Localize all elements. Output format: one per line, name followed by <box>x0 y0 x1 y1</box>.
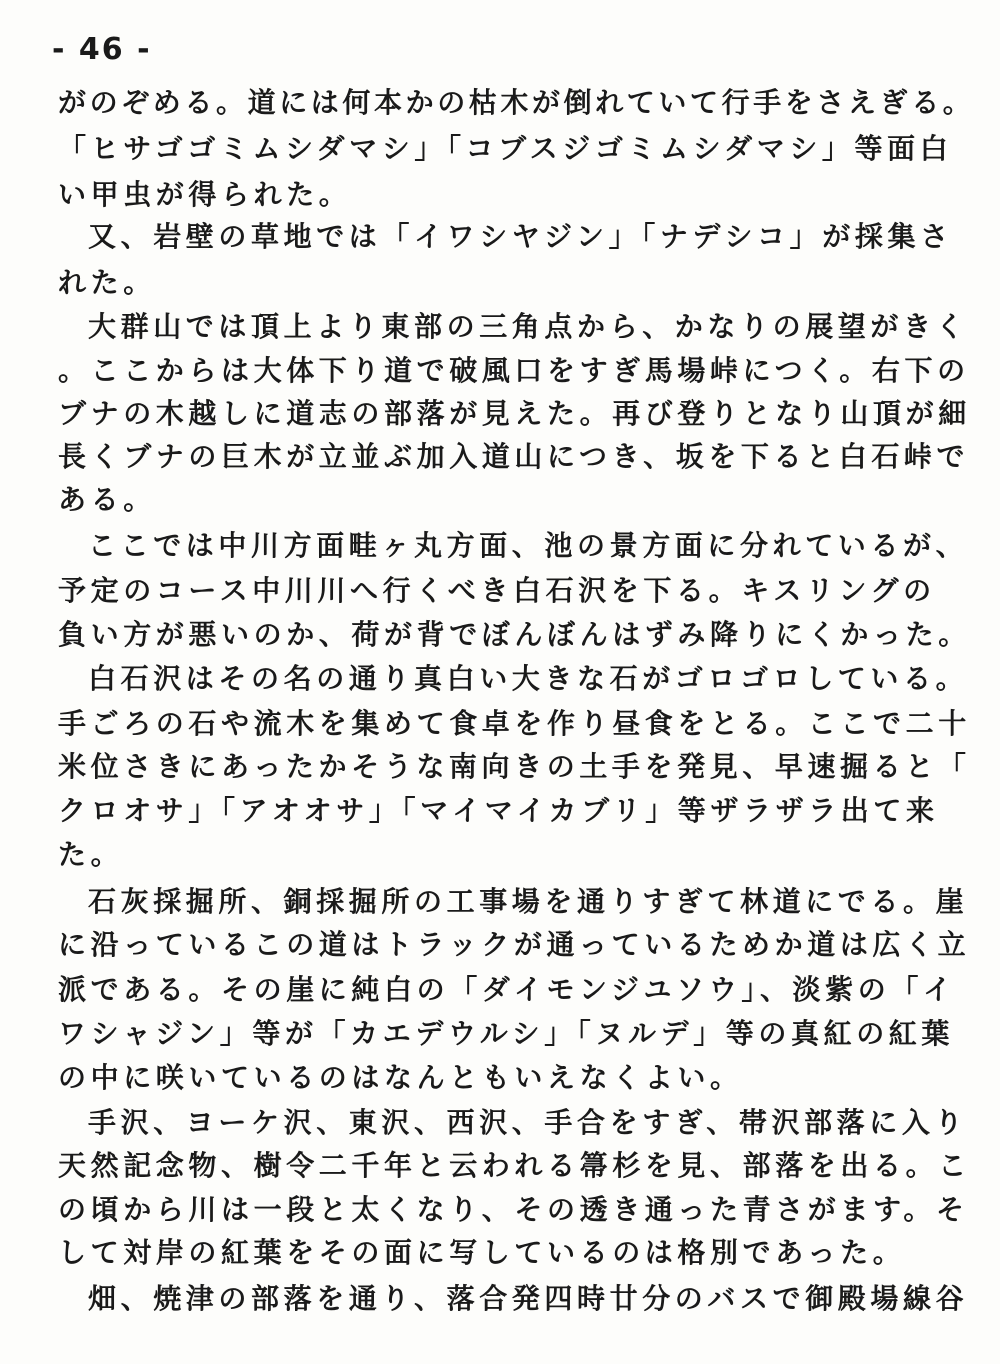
text-line: 天然記念物、樹令二千年と云われる箒杉を見、部落を出る。こ <box>58 1149 971 1182</box>
text-line: ワシャジン」等が「カエデウルシ」「ヌルデ」等の真紅の紅葉 <box>58 1017 955 1050</box>
text-line: クロオサ」「アオオサ」「マイマイカブリ」等ザラザラ出て来 <box>58 794 939 827</box>
text-line: がのぞめる。道には何本かの枯木が倒れていて行手をさえぎる。 <box>58 86 975 119</box>
text-line: 「ヒサゴゴミムシダマシ」「コブスジゴミムシダマシ」等面白 <box>58 132 953 165</box>
text-line: た。 <box>58 838 124 871</box>
text-line: 予定のコース中川川へ行くべき白石沢を下る。キスリングの <box>58 574 936 607</box>
text-line: に沿っているこの道はトラックが通っているためか道は広く立 <box>58 928 971 961</box>
text-line: の中に咲いているのはなんともいえなくよい。 <box>58 1061 743 1094</box>
text-line: 又、岩壁の草地では「イワシヤジン」「ナデシコ」が採集さ <box>88 220 953 253</box>
text-line: 派である。その崖に純白の「ダイモンジユソウ」、淡紫の「イ <box>58 973 956 1006</box>
text-line: ある。 <box>58 483 156 516</box>
text-line: 白石沢はその名の通り真白い大きな石がゴロゴロしている。 <box>88 662 969 695</box>
text-line: 石灰採掘所、銅採掘所の工事場を通りすぎて林道にでる。崖 <box>88 885 969 918</box>
text-line: 。ここからは大体下り道で破風口をすぎ馬場峠につく。右下の <box>58 354 970 387</box>
text-line: ここでは中川方面畦ヶ丸方面、池の景方面に分れているが、 <box>88 529 969 562</box>
page-number: - 46 - <box>52 32 152 67</box>
text-line: 米位さきにあったかそうな南向きの土手を発見、早速掘ると「 <box>58 750 971 783</box>
text-line: して対岸の紅葉をその面に写しているのは格別であった。 <box>58 1236 906 1269</box>
text-line: 負い方が悪いのか、荷が背でぼんぼんはずみ降りにくかった。 <box>58 618 971 651</box>
text-line: 手ごろの石や流木を集めて食卓を作り昼食をとる。ここで二十 <box>58 707 971 740</box>
text-line: 長くブナの巨木が立並ぶ加入道山につき、坂を下ると白石峠で <box>58 440 970 473</box>
text-line: れた。 <box>58 266 156 299</box>
text-line: 畑、焼津の部落を通り、落合発四時廿分のバスで御殿場線谷 <box>88 1282 969 1315</box>
text-line: い甲虫が得られた。 <box>58 178 352 211</box>
text-line: 大群山では頂上より東部の三角点から、かなりの展望がきく <box>88 310 969 343</box>
text-line: ブナの木越しに道志の部落が見えた。再び登りとなり山頂が細 <box>58 397 971 430</box>
text-line: の頃から川は一段と太くなり、その透き通った青さがます。そ <box>58 1193 969 1226</box>
text-line: 手沢、ヨーケ沢、東沢、西沢、手合をすぎ、帯沢部落に入り <box>88 1106 968 1139</box>
